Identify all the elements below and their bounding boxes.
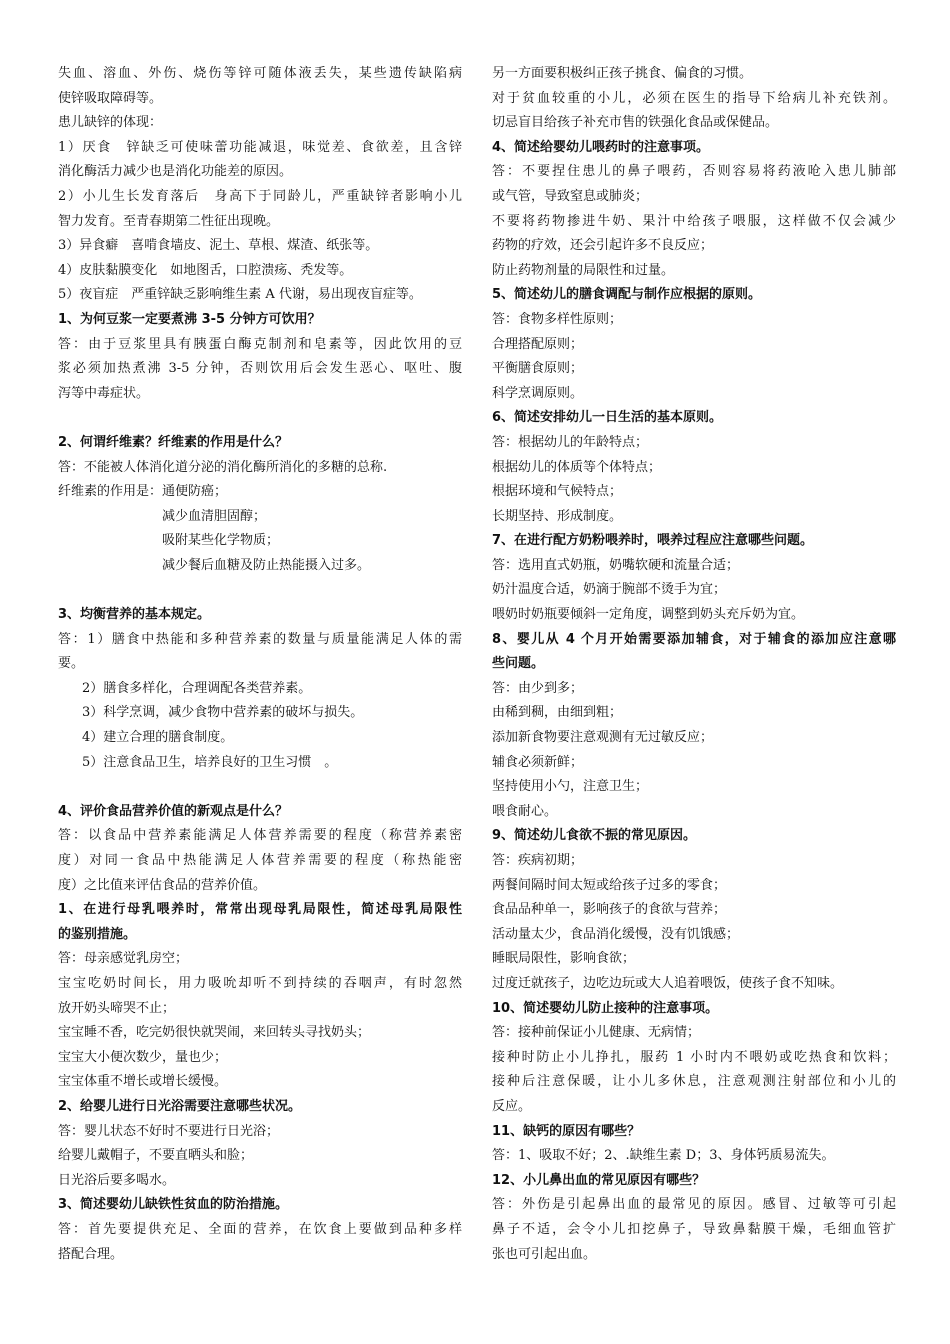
- text-line: 搭配合理。: [58, 1246, 124, 1262]
- text-line: 防止药物剂量的局限性和过量。: [492, 262, 675, 278]
- question-heading: 3、均衡营养的基本规定。: [58, 607, 211, 623]
- text-line: 答：婴儿状态不好时不要进行日光浴；: [58, 1123, 280, 1139]
- question-heading: 1、在进行母乳喂养时，常常出现母乳局限性，简述母乳局限性: [58, 902, 462, 918]
- text-line: 5）夜盲症 严重锌缺乏影响维生素 A 代谢，易出现夜盲症等。: [58, 287, 422, 303]
- text-line: 接种后注意保暖，让小儿多休息，注意观测注射部位和小儿的: [492, 1074, 896, 1090]
- text-line: 由稀到稠，由细到粗；: [492, 705, 623, 721]
- text-line: 答：不要捏住患儿的鼻子喂药，否则容易将药液呛入患儿肺部: [492, 164, 896, 180]
- text-line: 根据幼儿的体质等个体特点；: [492, 459, 662, 475]
- text-line: 添加新食物要注意观测有无过敏反应；: [492, 730, 714, 746]
- text-line: 不要将药物掺进牛奶、果汁中给孩子喂服，这样做不仅会减少: [492, 213, 896, 229]
- question-heading: 些问题。: [492, 656, 545, 672]
- question-heading: 6、简述安排幼儿一日生活的基本原则。: [492, 410, 723, 426]
- text-line: 答：由于豆浆里具有胰蛋白酶克制剂和皂素等，因此饮用的豆: [58, 336, 462, 352]
- text-line: 接种时防止小儿挣扎，服药 1 小时内不喂奶或吃热食和饮料；: [492, 1049, 896, 1065]
- text-line: 张也可引起出血。: [492, 1246, 597, 1262]
- text-line: 喂食耐心。: [492, 803, 558, 819]
- blank-line: [58, 578, 462, 603]
- text-line: 科学烹调原则。: [492, 385, 584, 401]
- text-line: 消化酶活力减少也是消化功能差的原因。: [58, 164, 293, 180]
- text-line: 3）异食癖 喜啃食墙皮、泥土、草根、煤渣、纸张等。: [58, 238, 379, 254]
- text-line: 切忌盲目给孩子补充市售的铁强化食品或保健品。: [492, 115, 779, 131]
- text-line: 合理搭配原则；: [492, 336, 584, 352]
- text-line: 2）小儿生长发育落后 身高下于同龄儿，严重缺锌者影响小儿: [58, 188, 462, 204]
- text-line: 对于贫血较重的小儿，必须在医生的指导下给病儿补充铁剂。: [492, 90, 896, 106]
- text-line: 答：首先要提供充足、全面的营养，在饮食上要做到品种多样: [58, 1221, 462, 1237]
- right-column: [492, 62, 896, 1267]
- text-line: 答：1）膳食中热能和多种营养素的数量与质量能满足人体的需: [58, 631, 462, 647]
- text-line: 使锌吸取障碍等。: [58, 90, 163, 106]
- text-line: 答：选用直式奶瓶，奶嘴软硬和流量合适；: [492, 557, 740, 573]
- text-line: 宝宝体重不增长或增长缓慢。: [58, 1074, 228, 1090]
- text-line: 减少餐后血糖及防止热能摄入过多。: [162, 557, 371, 573]
- text-line: 答：接种前保证小儿健康、无病情；: [492, 1025, 701, 1041]
- text-line: 失血、溶血、外伤、烧伤等锌可随体液丢失，某些遗传缺陷病: [58, 66, 462, 81]
- text-line: 睡眠局限性，影响食欲；: [492, 951, 636, 967]
- question-heading: 8、婴儿从 4 个月开始需要添加辅食，对于辅食的添加应注意哪: [492, 631, 896, 647]
- text-line: 吸附某些化学物质；: [162, 533, 280, 549]
- text-line: 要。: [58, 656, 85, 672]
- text-line: 答：母亲感觉乳房空；: [58, 951, 189, 967]
- text-line: 答：外伤是引起鼻出血的最常见的原因。感冒、过敏等可引起: [492, 1197, 896, 1213]
- text-line: 3）科学烹调，减少食物中营养素的破坏与损失。: [82, 705, 364, 721]
- text-line: 患儿缺锌的体现：: [58, 115, 163, 131]
- question-heading: 11、缺钙的原因有哪些？: [492, 1123, 641, 1139]
- question-heading: 5、简述幼儿的膳食调配与制作应根据的原则。: [492, 287, 762, 303]
- text-line: 4）皮肤黏膜变化 如地图舌，口腔溃疡、秃发等。: [58, 262, 353, 278]
- text-line: 活动量太少，食品消化缓慢，没有饥饿感；: [492, 926, 740, 942]
- text-line: 或气管，导致窒息或肺炎；: [492, 188, 649, 204]
- text-line: 反应。: [492, 1098, 532, 1114]
- question-heading: 4、评价食品营养价值的新观点是什么？: [58, 803, 289, 819]
- question-heading: 2、何谓纤维素？纤维素的作用是什么？: [58, 434, 289, 450]
- text-line: 鼻子不适，会令小儿扣挖鼻子，导致鼻黏膜干燥，毛细血管扩: [492, 1221, 896, 1237]
- text-line: 答：疾病初期；: [492, 853, 584, 868]
- text-line: 5）注意食品卫生，培养良好的卫生习惯 。: [82, 754, 338, 770]
- text-line: 放开奶头啼哭不止；: [58, 1000, 176, 1016]
- text-line: 答：1、吸取不好；2、.缺维生素 D；3、身体钙质易流失。: [492, 1148, 835, 1164]
- text-line: 奶汁温度合适，奶滴于腕部不烫手为宜；: [492, 582, 727, 598]
- text-line: 纤维素的作用是：通便防癌；: [58, 484, 228, 500]
- text-line: 坚持使用小勺，注意卫生；: [492, 779, 649, 795]
- text-line: 浆必须加热煮沸 3-5 分钟，否则饮用后会发生恶心、呕吐、腹: [58, 361, 462, 377]
- text-line: 答：不能被人体消化道分泌的消化酶所消化的多糖的总称.: [58, 459, 388, 475]
- text-line: 两餐间隔时间太短或给孩子过多的零食；: [492, 877, 727, 893]
- question-heading: 的鉴别措施。: [58, 926, 137, 942]
- text-line: 食品品种单一，影响孩子的食欲与营养；: [492, 902, 727, 918]
- text-line: 宝宝大小便次数少，量也少；: [58, 1049, 228, 1065]
- question-heading: 4、简述给婴幼儿喂药时的注意事项。: [492, 139, 710, 155]
- text-line: 度）之比值来评估食品的营养价值。: [58, 877, 267, 893]
- question-heading: 9、简述幼儿食欲不振的常见原因。: [492, 828, 697, 844]
- text-line: 减少血清胆固醇；: [162, 508, 267, 524]
- left-column: [58, 62, 462, 1267]
- text-line: 宝宝吃奶时间长，用力吸吮却听不到持续的吞咽声，有时忽然: [58, 975, 462, 991]
- text-line: 答：由少到多；: [492, 680, 584, 696]
- text-line: 根据环境和气候特点；: [492, 484, 623, 500]
- text-line: 答：以食品中营养素能满足人体营养需要的程度（称营养素密: [58, 828, 462, 844]
- text-line: 答：食物多样性原则；: [492, 311, 623, 327]
- text-line: 另一方面要积极纠正孩子挑食、偏食的习惯。: [492, 66, 753, 81]
- text-line: 度）对同一食品中热能满足人体营养需要的程度（称热能密: [58, 853, 462, 868]
- text-line: 智力发育。至青春期第二性征出现晚。: [58, 213, 280, 229]
- text-line: 给婴儿戴帽子，不要直晒头和脸；: [58, 1148, 254, 1164]
- text-line: 平衡膳食原则；: [492, 361, 584, 377]
- blank-line: [58, 406, 462, 431]
- text-line: 辅食必须新鲜；: [492, 754, 584, 770]
- text-line: 1）厌食 锌缺乏可使味蕾功能减退，味觉差、食欲差，且含锌: [58, 139, 462, 155]
- text-line: 宝宝睡不香，吃完奶很快就哭闹，来回转头寻找奶头；: [58, 1025, 371, 1041]
- question-heading: 10、简述婴幼儿防止接种的注意事项。: [492, 1000, 719, 1016]
- text-line: 过度迁就孩子，边吃边玩或大人追着喂饭，使孩子食不知味。: [492, 975, 844, 991]
- question-heading: 12、小儿鼻出血的常见原因有哪些？: [492, 1172, 706, 1188]
- question-heading: 3、简述婴幼儿缺铁性贫血的防治措施。: [58, 1197, 289, 1213]
- question-heading: 1、为何豆浆一定要煮沸 3-5 分钟方可饮用？: [58, 311, 321, 327]
- text-line: 喂奶时奶瓶要倾斜一定角度，调整到奶头充斥奶为宜。: [492, 607, 805, 623]
- text-line: 答：根据幼儿的年龄特点；: [492, 434, 649, 450]
- text-line: 长期坚持、形成制度。: [492, 508, 623, 524]
- text-line: 泻等中毒症状。: [58, 385, 150, 401]
- question-heading: 2、给婴儿进行日光浴需要注意哪些状况。: [58, 1098, 302, 1114]
- text-line: 药物的疗效，还会引起许多不良反应；: [492, 238, 714, 254]
- text-line: 2）膳食多样化，合理调配各类营养素。: [82, 680, 312, 696]
- question-heading: 7、在进行配方奶粉喂养时，喂养过程应注意哪些问题。: [492, 533, 814, 549]
- blank-line: [58, 775, 462, 800]
- text-line: 日光浴后要多喝水。: [58, 1172, 176, 1188]
- text-line: 4）建立合理的膳食制度。: [82, 730, 234, 746]
